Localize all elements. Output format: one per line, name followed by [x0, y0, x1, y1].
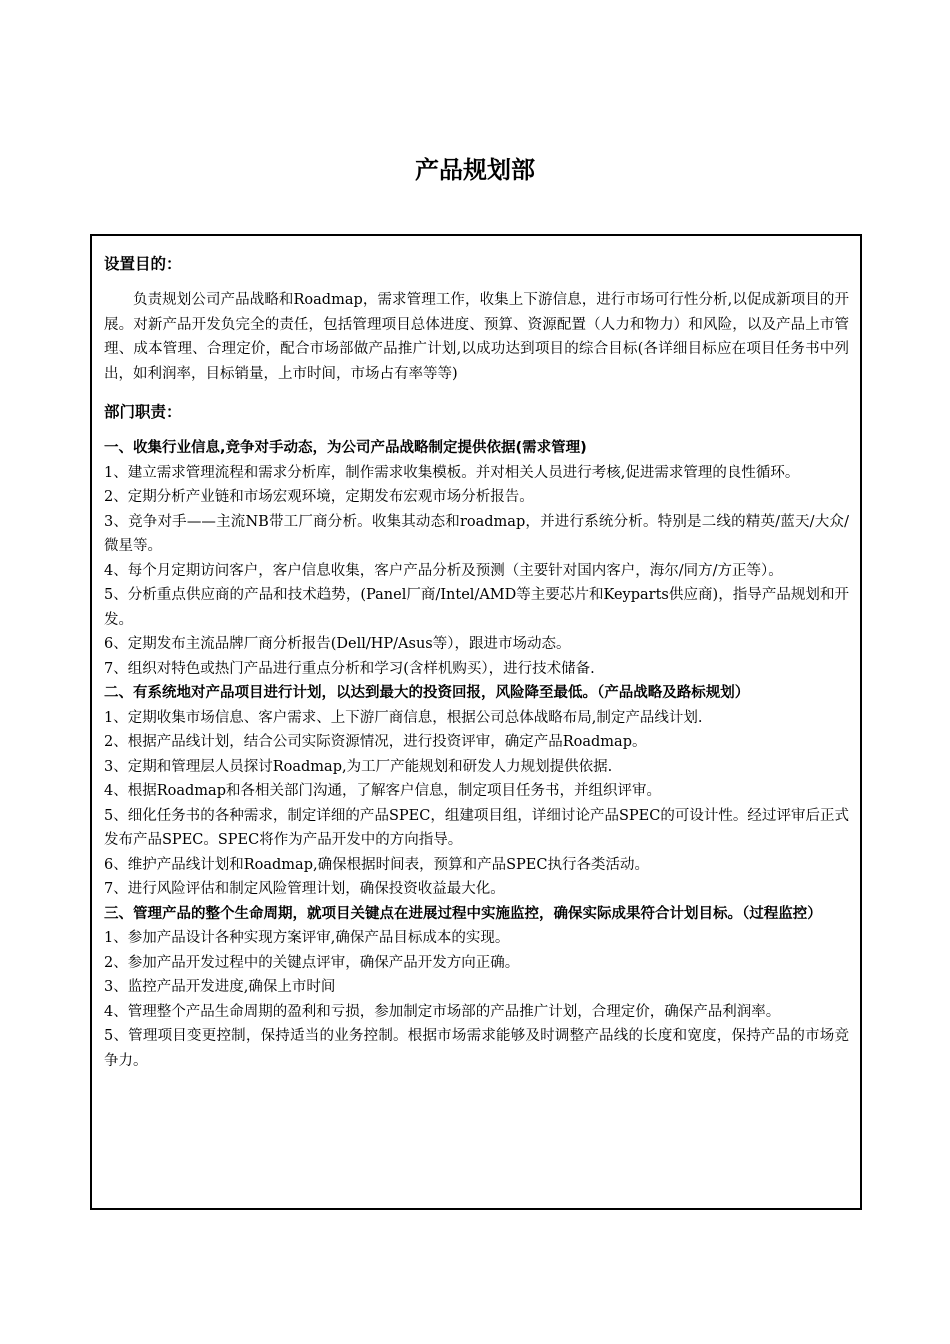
list-item: 1、建立需求管理流程和需求分析库，制作需求收集模板。并对相关人员进行考核,促进需求管理的良性循环。 — [104, 464, 800, 481]
list-item: 2、根据产品线计划，结合公司实际资源情况，进行投资评审，确定产品Roadmap。 — [104, 734, 647, 750]
list-item: 5、细化任务书的各种需求，制定详细的产品SPEC，组建项目组，详细讨论产品SPEC的可设计性。经过评审后正式发布产品SPEC。SPEC将作为产品开发中的方向指导。 — [104, 807, 849, 848]
list-item: 7、组织对特色或热门产品进行重点分析和学习(含样机购买），进行技术储备. — [104, 660, 595, 677]
duties-list — [104, 436, 849, 1073]
list-item: 2、参加产品开发过程中的关键点评审，确保产品开发方向正确。 — [104, 954, 520, 971]
purpose-heading: 设置目的： — [104, 255, 182, 273]
list-item: 5、管理项目变更控制，保持适当的业务控制。根据市场需求能够及时调整产品线的长度和宽度，保持产品的市场竞争力。 — [104, 1028, 849, 1069]
list-item: 4、管理整个产品生命周期的盈利和亏损，参加制定市场部的产品推广计划，合理定价，确保产品利润率。 — [104, 1003, 781, 1020]
section-title: 一、收集行业信息,竞争对手动态，为公司产品战略制定提供依据(需求管理) — [104, 440, 587, 456]
list-item: 1、参加产品设计各种实现方案评审,确保产品目标成本的实现。 — [104, 930, 510, 946]
list-item: 5、分析重点供应商的产品和技术趋势，(Panel厂商/Intel/AMD等主要芯片和Keyparts供应商)，指导产品规划和开发。 — [104, 587, 849, 628]
page-title: 产品规划部 — [415, 156, 535, 184]
content-box — [90, 234, 862, 1210]
list-item: 3、竞争对手——主流NB带工厂商分析。收集其动态和roadmap，并进行系统分析。特别是二线的精英/蓝天/大众/微星等。 — [104, 513, 849, 554]
section-title: 二、有系统地对产品项目进行计划，以达到最大的投资回报，风险降至最低。（产品战略及路标规划） — [104, 685, 750, 701]
list-item: 6、定期发布主流品牌厂商分析报告(Dell/HP/Asus等），跟进市场动态。 — [104, 636, 571, 652]
list-item: 4、每个月定期访问客户，客户信息收集，客户产品分析及预测（主要针对国内客户，海尔/同方/方正等）。 — [104, 562, 783, 579]
list-item: 7、进行风险评估和制定风险管理计划，确保投资收益最大化。 — [104, 881, 505, 897]
list-item: 6、维护产品线计划和Roadmap,确保根据时间表，预算和产品SPEC执行各类活动。 — [104, 856, 649, 873]
list-item: 3、监控产品开发进度,确保上市时间 — [104, 979, 336, 995]
list-item: 2、定期分析产业链和市场宏观环境，定期发布宏观市场分析报告。 — [104, 489, 534, 505]
list-item: 4、根据Roadmap和各相关部门沟通，了解客户信息，制定项目任务书，并组织评审。 — [104, 783, 661, 799]
list-item: 1、定期收集市场信息、客户需求、上下游厂商信息，根据公司总体战略布局,制定产品线计划. — [104, 709, 703, 726]
section-title: 三、管理产品的整个生命周期，就项目关键点在进展过程中实施监控，确保实际成果符合计划目标。（过程监控） — [104, 905, 822, 922]
purpose-text: 负责规划公司产品战略和Roadmap，需求管理工作，收集上下游信息，进行市场可行性分析,以促成新项目的开展。对新产品开发负完全的责任，包括管理项目总体进度、预算、资源配置（人力和物力）和风险，以及产品上市管理、成本管理、合理定价，配合市场部做产品推广计划,以成功达到项目的综合目标(各详细目标应在项目任务书中列出，如利润率，目标销量，上市时间，市场占有率等等) — [104, 292, 849, 382]
list-item: 3、定期和管理层人员探讨Roadmap,为工厂产能规划和研发人力规划提供依据. — [104, 758, 613, 775]
duties-heading: 部门职责： — [104, 403, 182, 421]
